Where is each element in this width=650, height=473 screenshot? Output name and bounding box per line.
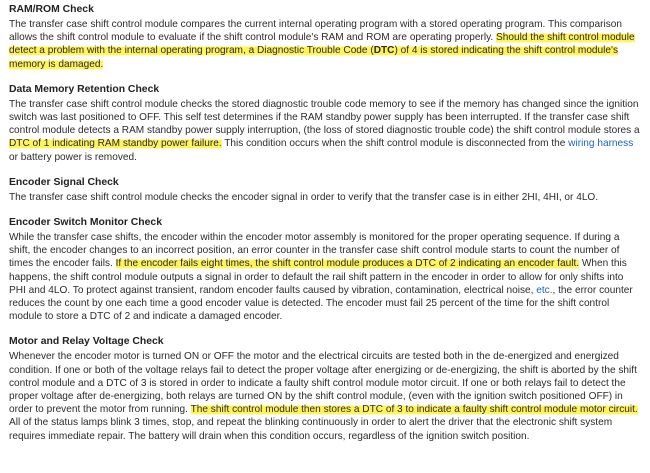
section-data-memory-retention-check <box>9 83 650 164</box>
section-motor-and-relay-voltage-check <box>9 335 650 442</box>
section-body <box>9 18 650 71</box>
text-segment: When this happens, the shift control module outputs a signal in order to default the rail shift pattern in the encoder in order to allow for only shifts into PHI and 4LO. To protect against transient, random encoder faults caused by vibration, contamination, electrical noise, <box>9 258 627 296</box>
highlighted-text: If the encoder fails eight times, the shift control module produces a DTC of 2 indicating an encoder fault. <box>115 258 580 270</box>
highlighted-text: DTC of 1 indicating RAM standby power failure. <box>9 138 222 150</box>
text-segment: While the transfer case shifts, the encoder within the encoder motor assembly is monitored for the proper operating sequence. If during a shift, the encoder changes to an incorrect position, an error counter in the transfer case shift control module starts to count the number of times the encoder fails. <box>9 232 620 270</box>
text-segment: This condition occurs when the shift control module is disconnected from the <box>221 138 569 150</box>
text-segment: The transfer case shift control module checks the stored diagnostic trouble code memory to see if the memory has changed since the ignition switch was last positioned to OFF. This self test determines if the RAM standby power supply has been interrupted. If the transfer case shift control module detects a RAM standby power supply interruption, (the loss of stored diagnostic trouble code) the shift control module stores a <box>9 98 640 137</box>
section-body <box>9 350 650 442</box>
section-body <box>9 231 650 323</box>
text-segment: The transfer case shift control module checks the encoder signal in order to verify that the transfer case is in either 2HI, 4HI, or 4LO. <box>9 191 599 203</box>
section-ram-rom-check <box>9 3 650 71</box>
highlighted-text: ) of 4 is stored indicating the shift control module's memory is damaged. <box>9 45 618 70</box>
section-body <box>9 191 650 204</box>
etc-link[interactable]: etc. <box>536 284 553 296</box>
text-segment: or battery power is removed. <box>9 151 137 163</box>
section-heading: RAM/ROM Check <box>9 4 94 15</box>
text-segment: All of the status lamps blink 3 times, stop, and repeat the blinking continuously in order to alert the driver that the electronic shift system requires immediate repair. The battery will drain when this condition occurs, regardless of the ignition switch position. <box>9 417 613 442</box>
section-heading: Encoder Signal Check <box>9 176 119 188</box>
section-encoder-signal-check <box>9 176 650 204</box>
section-encoder-switch-monitor-check <box>9 216 650 323</box>
wiring-harness-link[interactable]: wiring harness <box>568 138 634 150</box>
text-segment: , the error counter reduces the count by one each time a good encoder value is detected. The encoder must fail 25 percent of the time for the shift control module to store a DTC of 2 and indicate a damaged encoder. <box>9 284 633 323</box>
section-heading: Encoder Switch Monitor Check <box>9 217 162 229</box>
highlighted-text: Should the shift control module detect a problem with the internal operating program, a Diagnostic Trouble Code ( <box>9 32 635 57</box>
text-segment: Whenever the encoder motor is turned ON or OFF the motor and the electrical circuits are tested both in the de-energized and energized condition. If one or both of the voltage relays fail to detect the proper voltage after energizing or de-energizing, the shift is aborted by the shift control module and a DTC of 3 is stored in order to indicate a faulty shift control module motor circuit. If one or both relays fail to detect the proper voltage after de-energizing, both relays are turned ON by the shift control module, (even with the ignition switch positioned OFF) in order to prevent the motor from running. <box>9 351 637 416</box>
section-body <box>9 98 650 164</box>
section-heading: Data Memory Retention Check <box>9 83 160 95</box>
highlighted-text: The shift control module then stores a DTC of 3 to indicate a faulty shift control module motor circuit. <box>190 404 638 416</box>
section-heading: Motor and Relay Voltage Check <box>9 336 164 348</box>
highlighted-text-bold: DTC <box>373 45 395 57</box>
text-segment: The transfer case shift control module compares the current internal operating program with a stored operating program. This comparison allows the shift control module to evaluate if the shift control module's RAM and ROM are operating properly. <box>9 19 623 44</box>
